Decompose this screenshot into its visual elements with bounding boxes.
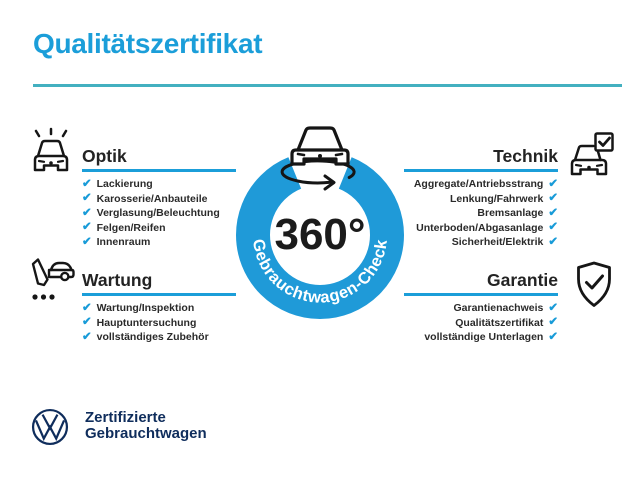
check-icon: ✔	[82, 192, 92, 204]
footer-line2: Gebrauchtwagen	[85, 424, 207, 442]
check-item	[82, 330, 252, 345]
check-item-label: Aggregate/Antriebsstrang	[413, 178, 544, 191]
check-item-label: Unterboden/Abgasanlage	[416, 221, 544, 234]
check-icon: ✔	[548, 330, 558, 343]
title-divider	[33, 84, 622, 87]
check-item-label: Hauptuntersuchung	[96, 316, 197, 329]
check-item-label: Sicherheit/Elektrik	[451, 236, 544, 249]
check-item-label: Bremsanlage	[477, 207, 544, 220]
check-item-label: Qualitätszertifikat	[455, 316, 544, 329]
check-item-label: Lenkung/Fahrwerk	[450, 192, 544, 205]
car-shine-icon	[26, 127, 76, 179]
check-icon: ✔	[548, 192, 558, 204]
check-item	[388, 330, 558, 345]
360-degree-check-badge	[224, 112, 416, 324]
check-icon: ✔	[548, 301, 558, 314]
shield-check-icon	[573, 260, 615, 310]
check-icon: ✔	[82, 177, 92, 190]
check-item-label: Karosserie/Anbauteile	[96, 192, 208, 205]
check-item-label: Lackierung	[96, 178, 153, 191]
section-heading-wartung: Wartung	[82, 270, 153, 290]
section-heading-optik: Optik	[82, 146, 127, 166]
check-icon: ✔	[82, 221, 92, 233]
garantie-underline	[404, 293, 558, 296]
check-icon: ✔	[548, 235, 558, 248]
check-icon: ✔	[82, 235, 92, 248]
technik-underline	[404, 169, 558, 172]
wartung-underline	[82, 293, 236, 296]
optik-underline	[82, 169, 236, 172]
check-icon: ✔	[548, 316, 558, 328]
section-heading-technik: Technik	[493, 146, 558, 166]
check-item-label: Garantienachweis	[453, 302, 544, 315]
check-icon: ✔	[82, 206, 92, 219]
footer-brand-text	[85, 410, 207, 441]
check-item-label: Innenraum	[96, 236, 151, 249]
degree-label: 360°	[274, 210, 366, 259]
ring-label-text: Gebrauchtwagen-Check	[248, 237, 391, 307]
check-icon: ✔	[82, 316, 92, 328]
section-heading-garantie: Garantie	[487, 270, 558, 290]
vw-logo	[31, 408, 69, 446]
check-item-label: Verglasung/Beleuchtung	[96, 207, 220, 220]
check-icon: ✔	[548, 177, 558, 190]
pen-car-checklist-icon	[26, 254, 78, 306]
page-title: Qualitätszertifikat	[33, 28, 263, 59]
check-icon: ✔	[82, 301, 92, 314]
car-checkbox-icon	[567, 130, 619, 182]
check-icon: ✔	[548, 206, 558, 219]
check-icon: ✔	[82, 330, 92, 343]
footer-line1: Zertifizierte	[85, 409, 166, 426]
check-item-label: vollständige Unterlagen	[424, 331, 544, 344]
check-item-label: Wartung/Inspektion	[96, 302, 195, 315]
check-item-label: Felgen/Reifen	[96, 221, 166, 234]
check-item-label: vollständiges Zubehör	[96, 331, 209, 344]
check-icon: ✔	[548, 221, 558, 233]
